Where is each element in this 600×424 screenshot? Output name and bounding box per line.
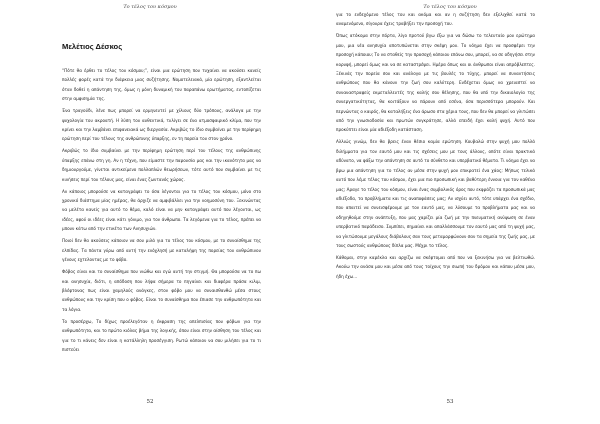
- paragraph: Όπως ατόκομα στην πόρτα, λίγο προτού βγω έξω για να δώσω το τελευταίο μου ερώτημα μου, μια νέα ανησυχία αποτυπώνεται στην σκέψη μου. Το νόημα έχει να προσφέρει την προσοχή κάποιου; Το να σταθείς την προσοχή κάποιου επάνω σου, μπορεί, να σε οδηγήσει στην κορυφή, μπορεί όμως και να σε καταστρέψει. Ημέρα όπως και οι άνθρωποι είναι απρόβλεπτες. Ξέκινάς την πορεία σου και ανάλογα με τις βουλές το τύχης, μπορεί να συναντήσεις ανθρώπους που θα κάνουν την ζωή σου καλύτερη. Ενδέχεται όμως να χρειαστεί να συναναστραφείς εκμεταλλευτές της καλής σου θέλησης, που θα υπό την δικαιολογία της συνεργατικότητας, θα κοιτάξουν να πάρουν από εσένα, όσα περισσότερα μπορούν. Και περνώντας ο καιρός, θα καταλήξεις ένα άρωσο στα χέρια τους, που δεν θα μπορεί να γλιτώσει από την γνωσιοδοσία και πρωτών συγκράτησε, αλλά επειδή έχει καλή ψυχή. Αυτό που προκύπτει είναι μία αδιέξοδη κατάσταση.: [336, 33, 535, 133]
- paragraph: “Πότε θα έρθει το τέλος του κόσμου;”, είναι μια ερώτηση που τυχαίνει να ακούσει κανείς πολλές φορές κατά την διάρκεια μιας συζήτησης. Νομοτελειακά, μία ερώτηση, εξαντλείται όταν δοθεί η απάντηση της, όμως η μόνη δυναμική του παραπάνω ερωτήματος, εντοπίζεται στην αμφισημία της.: [62, 68, 261, 102]
- paragraph: Ένα τραγούδι, λένε πως μπορεί να ερμηνευτεί με χίλιους δύο τρόπους, ανάλογα με την ψυχολογία του ακροατή. Η λύση του αυθεντικά, τυλίγει σε ένα ατμοσφαιρικό κλίμα, που την κρίνει και την λαμβάνει επιφανειακά ως διεργασία. Ακριβώς το ίδιο συμβαίνει με την περίφημη ερώτηση περί του τέλους της ανθρώπινης ύπαρξης, εν τη πορεία του στον χρόνο.: [62, 108, 261, 142]
- body-text: [336, 10, 535, 284]
- page-number: 53: [446, 399, 454, 405]
- paragraph: Φόβος είναι και το συναίσθημα που νιώθω και εγώ αυτή την στιγμή. Θα μπορούσα να το πω και ανησυχία, διότι, η απόδοση που λήφα σήμερα το πηγαίνει και διαφέρα πράσα κιλιμ, βλέφτονας πως είναι χαμηλούς ανάγκες, στον φόβο μου να συναισθανθώ μέσα στους ανθρώπους και την κρίση που ο φόβος. Είναι το συναίσθημα που έπιασε την ανθρωπότητα και τα λόγια.: [62, 269, 261, 312]
- paragraph: Αλλιώς γινώμ, δεν θα βρεις έναν θέσιο καμία ερώτηση. Κουβαλώ στην ψυχή μου πολλά διλήμματα για τον εαυτό μου και τις σχέσεις μου με τους άλλους, οπότε είναι πρακτικά αδύνατο, να φάξω την απάντηση σε αυτό το σύνθετο και υπερβατικό θέματα. Τι νόημα έχει να βρω μια απάντηση για το τέλος αν μέσα στην ψυχή μου επικρατεί ένα χάος; Μήπως τελικά αυτό που λέμε τέλος του κόσμου, έχει μια πιο προσωπική και βαθύτερη έννοια για τον καθένα μας; Αραγε το τέλος του κόσμου, είναι ένας συμβολικός όρος που εκφράζει τα προσωπικά μας αδιέξοδα, τα προβλήματα και τις αναποφάσεις μας; Αν ισχύει αυτό, τότε υπάρχει ένα σχέδιο, που απαιτεί να συνεισφέρουμε με τον εαυτό μας, να λύσουμε τα προβλήματα μας και να οδηγηθούμε στην ανάπτυξη, που μας χαρίζει μία ζωή με την πνευματική ανύψωση σε έναν υπερβατικό παράδεισο. Συμπίπει, σημαίνει και απαλλάσσουμε τον εαυτό μας από τη ψυχή μας, να γλιτώσουμε μεγάλους διάβολους σαν τους μεταμορφώνουν σαν τα σημεία της ζωής μας, με τους σωστούς ανθρώπους δίπλα μας. Μέχρι το τέλος.: [336, 139, 535, 248]
- paragraph: Το προσέρχω, Το δίχως προέλεγόταν η έκφραση της απελπισίας που φόβων για την ανθρωπότητα, και το πρώτο κιόλας βήμα της λογικής, όπου είναι στην αίσθηση του τέλος και για το τι κάνεις δεν είναι η κατάλληλη προσέγγιση. Ρωτώ κάποιον να σου μιλήσει για το τι πιστεύει: [62, 318, 261, 352]
- paragraph: για το ενδεχόμενο τέλος του και ακόμα και αν η συζήτηση δεν εξελιχθεί κατά το αναμενόμενο, σίγουρα έχεις τραβήξει την προσοχή του.: [336, 12, 535, 27]
- paragraph: Ποιοί δεν θα ακούσεις κάποιον να σου μιλά για το τέλος του κόσμου, με το συναίσθημα της ελπίδας. Τα πάντα γύρω από αυτή την ενόχλησή με καταλήψη της πορείας του ανθρώπινου γένους εχτελοντας με το φόβο.: [62, 238, 261, 263]
- paragraph: Αν κάποιος μπορούσε να καταγράψει το όσα λέγονται για το τέλος του κόσμου, μόνο στο χρονικό διάστημα μίας ημέρας, θα άρχιζε να αμφιβάλλει για την νοημοσύνη του. Ξεκινώντας να μελέτα κανείς για αυτό το θέμα, καλό είναι να μην καταγράψει αυτό που λέγονται, ως ιδέες, αφού οι ιδέες είναι κάτι γόνιμο, για τον άνθρωπο. Τα λεγόμενα για το τέλος, πρέπει να μπουν κάτω από την ετικέτα των Ανησυχιών.: [62, 188, 261, 232]
- author-name: Μελέτιος Δέσκος: [62, 42, 123, 51]
- page-number: 52: [146, 399, 154, 405]
- right-page: [300, 0, 600, 424]
- running-head: Το τέλος του κόσμου: [423, 4, 477, 10]
- body-text: [62, 66, 261, 357]
- paragraph: Ακριβώς το ίδιο συμβαίνει με την περίφημη ερώτηση περί του τέλους της ανθρώπινης ύπαρξης επάνω στη γη. Αν η τέχνη, που είμαστε την παρουσία μας και την ικανότητα μας να δημιουργούμε, γίνεται αντικείμενο πολλαπλών θεωρήσεων, τότε αυτό που συμβαίνει με τις κινήσεις περί του τέλους μας, είναι ένας ζωντανός χώρος.: [62, 148, 261, 182]
- paragraph: Κάθομαι, στην καρέκλα και αρχίζω να σκέφτομαι από που να ξεκινήσω για να βελτιωθώ. Ακούω την ανάσα μου και μέσα από τους τοίχους την σιωπή του δρόμου και κάπου μέσα μου, ήδη έχω...: [336, 254, 535, 279]
- running-head: Το τέλος του κόσμου: [123, 4, 177, 10]
